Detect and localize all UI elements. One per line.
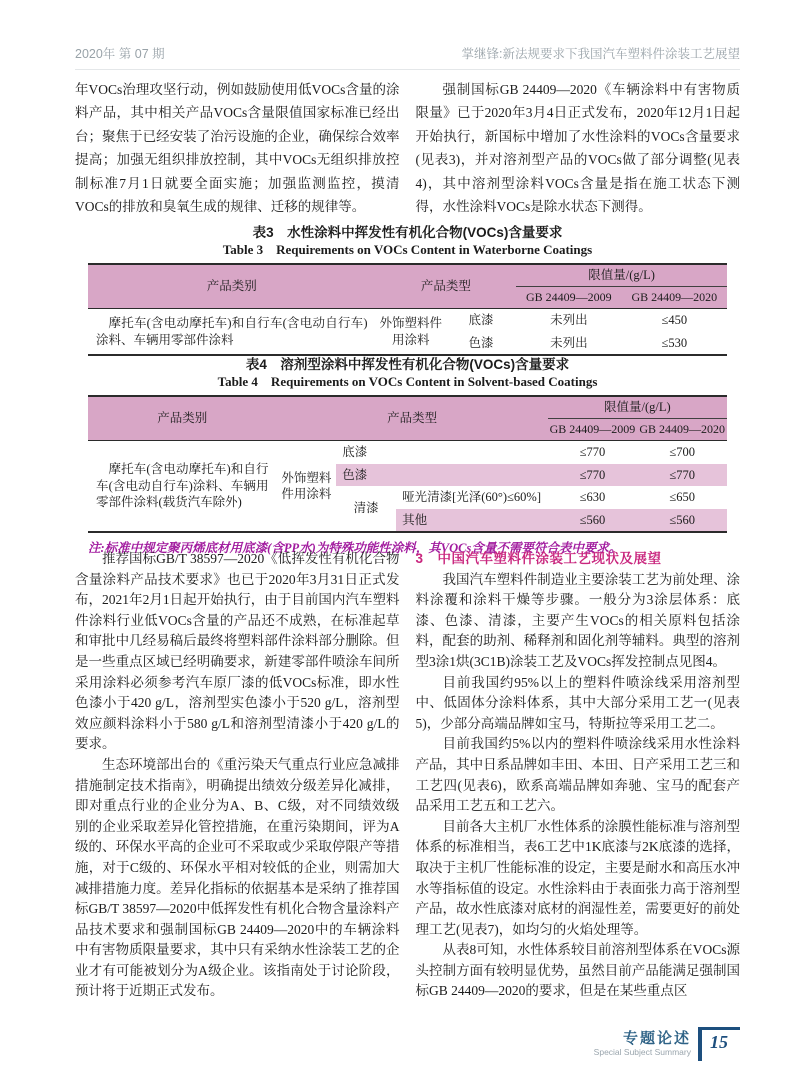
intro-left-paragraph: 年VOCs治理攻坚行动，例如鼓励使用低VOCs含量的涂料产品，其中相关产品VOCs含量限值国家标准已经出台；聚焦于已经安装了治污设施的企业，确保综合效率提高；加强无组织排放控制，其中VOCs无组织排放控制标准7月1日就要全面实施；加强监测监控，摸清VOCs的排放和臭氧生成的规律、迁移的规律等。 <box>75 82 400 215</box>
right-column <box>416 549 741 1002</box>
table4-header-row <box>88 396 727 419</box>
table3-col-category: 产品类别 <box>88 264 376 309</box>
section3-paragraph-5: 从表8可知，水性体系较目前溶剂型体系在VOCs源头控制方面有较明显优势，虽然目前产品能满足强制国标GB 24409—2020的要求，但是在某些重点区 <box>415 942 740 999</box>
table4-col-category: 产品类别 <box>88 396 277 441</box>
table-cell-type: 清漆 <box>353 501 379 516</box>
section3-paragraph-4: 目前各大主机厂水性体系的涂膜性能标准与溶剂型体系的标准相当，表6工艺中1K底漆与2K底漆的选择，取决于主机厂性能标准的设定，主要是耐水和高压水冲水等指标值的设定。水性涂料由于表面张力高于溶剂型产品，故水性底漆对底材的润湿性差，需要更好的前处理工艺(见表7)，如均匀的火焰处理等。 <box>415 818 740 937</box>
intro-columns <box>75 78 740 218</box>
page-footer <box>594 1027 740 1061</box>
table-row <box>88 309 727 332</box>
table3-title-en: Table 3 Requirements on VOCs Content in Waterborne Coatings <box>222 242 593 257</box>
issue-label: 2020年 第 07 期 <box>75 47 165 61</box>
page-number: 15 <box>698 1027 740 1061</box>
table4-note: 注:标准中规定聚丙烯底材用底漆(含PP水)为特殊功能性涂料，其VOCs含量不需要符合表中要求。 <box>88 541 622 555</box>
section3-paragraph-1: 我国汽车塑料件制造业主要涂装工艺为前处理、涂料涂覆和涂料干燥等步骤。一般分为3涂层体系：底漆、色漆、清漆，主要产生VOCs的相关原料包括涂料，配套的助剂、稀释剂和固化剂等辅料。典型的溶剂型3涂1烘(3C1B)涂装工艺及VOCs挥发控制点见图4。 <box>415 571 740 669</box>
table3-col-gb2009: GB 24409—2009 <box>516 287 621 309</box>
table-cell-v2009: 未列出 <box>550 313 588 327</box>
table3-category-cell: 摩托车(含电动摩托车)和自行车(含电动自行车)涂料、车辆用零部件涂料 <box>96 316 368 347</box>
table4-title-en: Table 4 Requirements on VOCs Content in Solvent-based Coatings <box>217 374 598 389</box>
table3-type-group-cell: 外饰塑料件用涂料 <box>379 316 442 347</box>
table4-col-limit: 限值量/(g/L) <box>548 396 727 419</box>
table4-title-zh: 表4 溶剂型涂料中挥发性有机化合物(VOCs)含量要求 <box>245 357 570 372</box>
table4-section <box>75 356 740 556</box>
table3-section <box>75 224 740 356</box>
left-paragraph-1: 推荐国标GB/T 38597—2020《低挥发性有机化合物含量涂料产品技术要求》也已于2020年3月31日正式发布，2021年2月1日起开始执行，由于目前国内汽车塑料件涂料行业低VOCs含量的产品还不成熟，在标准起草和审批中几经易稿后最终将塑料部件涂料部分删除。但是一些重点区域已经明确要求，新建零部件喷涂车间所采用涂料必须参考汽车原厂漆的低VOCs标准，即水性色漆小于420 g/L，溶剂型实色漆小于520 g/L，溶剂型效应颜料涂料小于580 g/L和溶剂型清漆小于420 g/L的要求。 <box>75 551 400 752</box>
table-cell-type: 底漆 <box>468 313 494 327</box>
page-header <box>75 44 740 70</box>
table-cell-v2020: ≤650 <box>669 490 695 504</box>
section3-paragraph-2: 目前我国约95%以上的塑料件喷涂线采用溶剂型中、低固体分涂料体系，其中大部分采用工艺一(见表5)，少部分高端品牌如宝马，特斯拉等采用工艺二。 <box>415 674 740 731</box>
table-cell-v2020: ≤450 <box>661 313 688 327</box>
footer-column-zh: 专题论述 <box>622 1030 691 1047</box>
table-cell-v2009: ≤770 <box>579 445 606 459</box>
table4-col-gb2020: GB 24409—2020 <box>637 419 727 441</box>
table-cell-v2009: ≤630 <box>579 490 606 504</box>
table-cell-v2009: 未列出 <box>550 335 588 350</box>
table4-col-gb2009: GB 24409—2009 <box>548 419 638 441</box>
table-cell-subtype: 哑光清漆[光泽(60°)≤60%] <box>402 490 541 504</box>
table3-title-zh: 表3 水性涂料中挥发性有机化合物(VOCs)含量要求 <box>252 225 563 240</box>
table3-col-type: 产品类型 <box>376 264 517 309</box>
table-cell-v2020: ≤700 <box>669 445 695 459</box>
table4-type-group-cell: 外饰塑料件用涂料 <box>281 470 332 501</box>
table3-col-gb2020: GB 24409—2020 <box>622 287 727 309</box>
table4-category-cell: 摩托车(含电动摩托车)和自行车(含电动自行车)涂料、车辆用零部件涂料(载货汽车除外) <box>96 462 269 510</box>
table-cell-v2009: ≤560 <box>548 509 638 533</box>
running-title: 掌继锋:新法规要求下我国汽车塑料件涂装工艺展望 <box>461 47 740 61</box>
table4-col-type: 产品类型 <box>277 396 548 441</box>
table3-col-limit: 限值量/(g/L) <box>516 264 727 287</box>
table-cell-type: 色漆 <box>336 464 547 487</box>
body-columns <box>75 549 740 1002</box>
table-cell-v2020: ≤770 <box>637 464 727 487</box>
table3-header-row <box>88 264 727 287</box>
table-row <box>88 441 727 464</box>
table-cell-subtype: 其他 <box>396 509 548 533</box>
table-cell-v2020: ≤560 <box>637 509 727 533</box>
table4 <box>88 395 727 533</box>
section3-paragraph-3: 目前我国约5%以内的塑料件喷涂线采用水性涂料产品，其中日系品牌如丰田、本田、日产采用工艺三和工艺四(见表6)，欧系高端品牌如奔驰、宝马的配套产品采用工艺五和工艺六。 <box>415 736 740 814</box>
left-column <box>75 549 400 1002</box>
table3 <box>88 263 727 356</box>
footer-column-en: Special Subject Summary <box>593 1047 691 1057</box>
table-cell-type: 底漆 <box>342 445 368 459</box>
table-cell-v2020: ≤530 <box>661 335 688 350</box>
footer-column-labels <box>594 1027 691 1058</box>
table-cell-v2009: ≤770 <box>548 464 638 487</box>
table-cell-type: 色漆 <box>468 335 494 350</box>
left-paragraph-2: 生态环境部出台的《重污染天气重点行业应急减排措施制定技术指南》，明确提出绩效分级差异化减排，即对重点行业的企业分为A、B、C级，对不同绩效级别的企业采取差异化管控措施，在重污染期间，评为A级的、环保水平高的企业可不采取或少采取停限产等措施，对于C级的、环保水平相对较低的企业，则需加大减排措施力度。差异化指标的依据基本是采纳了推荐国标GB/T 38597—2020中低挥发性有机化合物含量涂料产品技术要求和强制国标GB 24409—2020中的车辆涂料中有害物质限量要求，其中只有采纳水性涂装工艺的企业才有可能被划分为A级企业。该指南处于讨论阶段，预计将于近期正式发布。 <box>75 756 400 999</box>
section3-heading: 3 中国汽车塑料件涂装工艺现状及展望 <box>415 551 662 566</box>
intro-right-paragraph: 强制国标GB 24409—2020《车辆涂料中有害物质限量》已于2020年3月4日正式发布，2020年12月1日起开始执行，新国标中增加了水性涂料的VOCs含量要求(见表3)，并对溶剂型产品的VOCs做了部分调整(见表4)，其中溶剂型涂料VOCs含量是指在施工状态下测得，水性涂料VOCs是除水状态下测得。 <box>415 82 740 215</box>
